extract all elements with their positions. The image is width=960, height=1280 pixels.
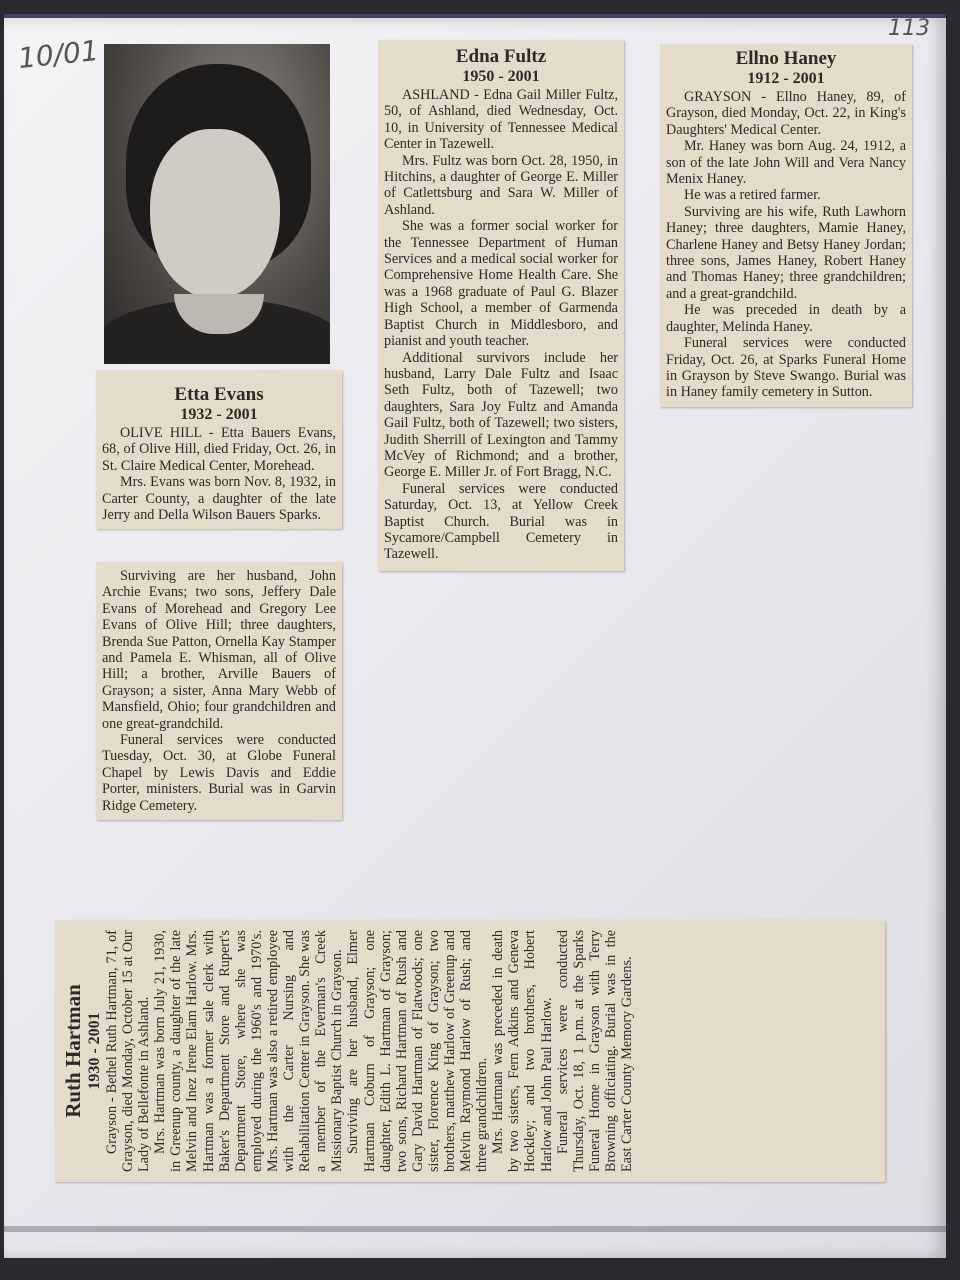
obituary-paragraph: Mr. Haney was born Aug. 24, 1912, a son of the late John Will and Vera Nancy Menix Haney. xyxy=(666,138,906,188)
obituary-paragraph: Funeral services were conducted Friday, Oct. 26, at Sparks Funeral Home in Grayson by Steve Swango. Burial was in Haney family cemetery in Sutton. xyxy=(666,335,906,401)
obituary-paragraph: Funeral services were conducted Saturday, Oct. 13, at Yellow Creek Baptist Church. Burial was in Sycamore/Campbell Cemetery in Tazewell. xyxy=(384,480,618,563)
handwritten-date: 10/01 xyxy=(16,33,101,76)
obituary-paragraph: He was preceded in death by a daughter, Melinda Haney. xyxy=(666,302,906,335)
obituary-name: Etta Evans xyxy=(174,384,264,405)
obituary-paragraph: OLIVE HILL - Etta Bauers Evans, 68, of Olive Hill, died Friday, Oct. 26, in St. Claire Medical Center, Morehead. xyxy=(102,425,336,474)
obituary-paragraph: Surviving are her husband, Elmer Hartman Coburn of Grayson; one daughter, Edith L. Hartman of Grayson; two sons, Richard Hartman of Rush and Gary David Hartman of Flatwoods; one sister, Florence King of Grayson; two brothers, matthew Harlow of Greenup and Melvin Raymond Harlow of Rush; and three grandchildren. xyxy=(345,930,491,1172)
obituary-rotated-text xyxy=(55,920,885,1182)
obituary-name: Ruth Hartman xyxy=(61,984,85,1118)
handwritten-page-number: 113 xyxy=(888,16,930,41)
obituary-clipping-ruth xyxy=(55,920,885,1182)
obituary-paragraph: Mrs. Hartman was born July 21, 1930, in Greenup county, a daughter of the late Melvin and Inez Irene Elam Harlow. Mrs. Hartman was a former sale clerk with Baker's Department Store and Rupert's Department Store, where she was employed during the 1960's and 1970's. Mrs. Hartman was also a retired employee with the Carter Nursing and Rehabilitation Center in Grayson. She was a member of the Everman's Creek Missionary Baptist Church in Grayson. xyxy=(152,930,346,1172)
obituary-paragraph: Grayson - Bethel Ruth Hartman, 71, of Grayson, died Monday, October 15 at Our Lady of Bellefonte in Ashland. xyxy=(104,930,153,1172)
obituary-paragraph: Mrs. Fultz was born Oct. 28, 1950, in Hitchins, a daughter of George E. Miller of Catlettsburg and Sara W. Miller of Ashland. xyxy=(384,152,618,218)
obituary-clipping-edna xyxy=(378,40,624,571)
obituary-years: 1912 - 2001 xyxy=(747,70,825,87)
obituary-paragraph: Surviving are his wife, Ruth Lawhorn Haney; three daughters, Mamie Haney, Charlene Haney and Betsy Haney Jordan; three sons, James Haney, Robert Haney and Thomas Haney; three grandchildren; and a great-grandchild. xyxy=(666,203,906,302)
obituary-years: 1950 - 2001 xyxy=(462,68,540,85)
obituary-years: 1932 - 2001 xyxy=(180,406,258,423)
obituary-clipping-ellno xyxy=(660,44,912,407)
portrait-photo xyxy=(104,44,330,364)
obituary-paragraph: GRAYSON - Ellno Haney, 89, of Grayson, died Monday, Oct. 22, in King's Daughters' Medical Center. xyxy=(666,89,906,138)
obituary-paragraph: Funeral services were conducted Tuesday, Oct. 30, at Globe Funeral Chapel by Lewis Davis and Eddie Porter, ministers. Burial was in Garvin Ridge Cemetery. xyxy=(102,732,336,814)
obituary-clipping-etta-continued xyxy=(96,562,342,820)
obituary-clipping-etta xyxy=(96,370,342,529)
obituary-paragraph: Additional survivors include her husband, Larry Dale Fultz and Isaac Seth Fultz, both of Tazewell; two daughters, Sara Joy Fultz and Amanda Gail Fultz, both of Tazewell; two sisters, Judith Sherrill of Lexington and Tammy McVey of Richmond; and a brother, George E. Miller Jr. of Fort Bragg, N.C. xyxy=(384,349,618,481)
sleeve-edge xyxy=(4,1226,946,1232)
obituary-paragraph: Mrs. Evans was born Nov. 8, 1932, in Carter County, a daughter of the late Jerry and Della Wilson Bauers Sparks. xyxy=(102,474,336,524)
obituary-paragraph: ASHLAND - Edna Gail Miller Fultz, 50, of Ashland, died Wednesday, Oct. 10, in University of Tennessee Medical Center in Tazewell. xyxy=(384,87,618,153)
obituary-name: Edna Fultz xyxy=(455,46,547,67)
obituary-years: 1930 - 2001 xyxy=(86,1012,103,1090)
obituary-paragraph: Mrs. Hartman was preceded in death by two sisters, Fern Adkins and Geneva Hockley; and two brothers, Hobert Harlow and John Paul Harlow. xyxy=(490,930,555,1172)
obituary-name: Ellno Haney xyxy=(735,48,837,69)
obituary-paragraph: Funeral services were conducted Thursday, Oct. 18, 1 p.m. at the Sparks Funeral Home in Grayson with Terry Browning officiating. Burial was in the East Carter County Memory Gardens. xyxy=(554,930,635,1172)
obituary-paragraph: She was a former social worker for the Tennessee Department of Human Services and a medical social worker for Comprehensive Home Health Care. She was a 1968 graduate of Paul G. Blazer High School, a member of Garmenda Baptist Church in Middlesboro, and pianist and youth teacher. xyxy=(384,218,618,350)
obituary-paragraph: He was a retired farmer. xyxy=(684,187,821,204)
obituary-paragraph: Surviving are her husband, John Archie Evans; two sons, Jeffery Dale Evans of Morehead and Gregory Lee Evans of Olive Hill; three daughters, Brenda Sue Patton, Ornella Kay Stamper and Pamela E. Whisman, all of Olive Hill; a brother, Arville Bauers of Grayson; a sister, Anna Mary Webb of Mansfield, Ohio; four grandchildren and one great-grandchild. xyxy=(102,568,336,732)
